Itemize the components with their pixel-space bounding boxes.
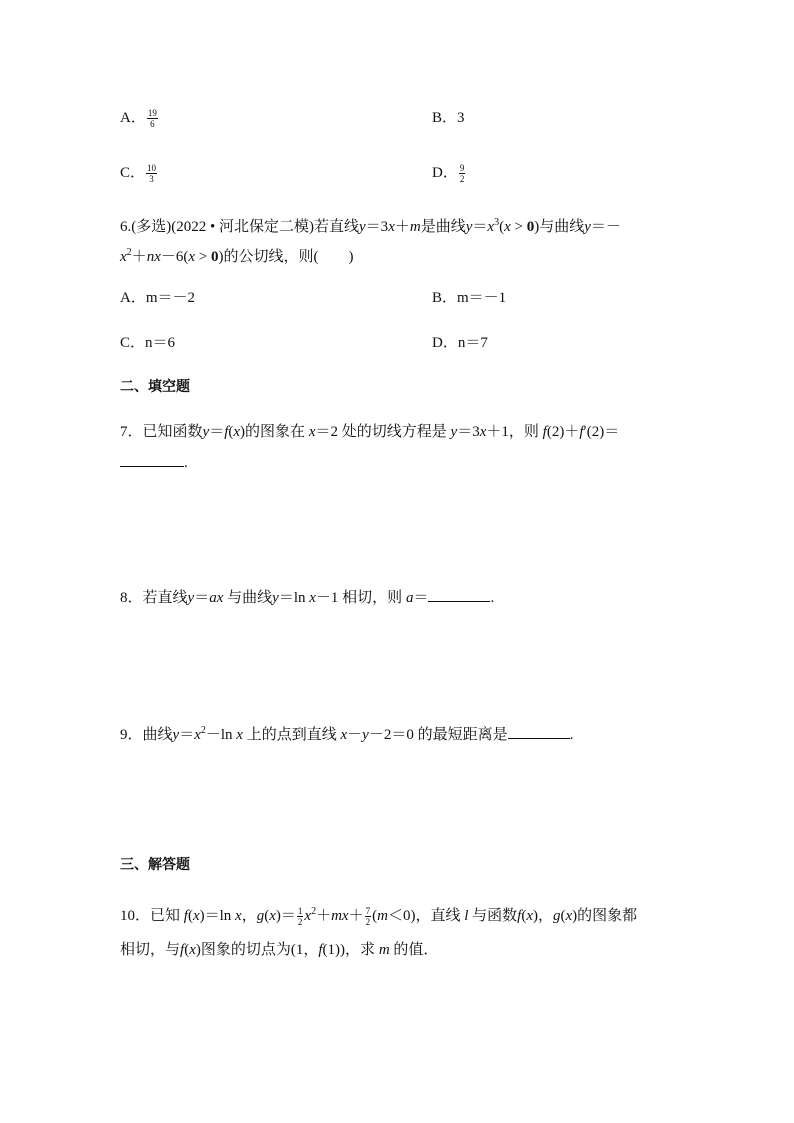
q8-stem: 8．若直线y＝ax 与曲线y＝ln x－1 相切，则 a＝ . — [120, 587, 494, 608]
q10-stem-line1: 10．已知 f(x)＝ln x，g(x)＝ $\frac{1}{2}$ $x^2+mx+$ $\frac{7}{2}$ (m＜0)，直线 l 与函数f(x)，g(x)的图象都 — [120, 906, 638, 928]
q5-option-b: B．3 — [432, 110, 465, 126]
fraction: $\frac{7}{2}$ — [365, 906, 371, 928]
answer-blank[interactable] — [508, 724, 570, 739]
q7-stem-line1: 7．已知函数y＝f(x)的图象在 x＝2 处的切线方程是 y＝3x＋1，则 f(2)＋f′(2)＝ — [120, 424, 620, 440]
q6-option-b: B．m＝－1 — [432, 290, 507, 306]
q10-stem-line2: 相切，与f(x)图象的切点为(1，f(1))，求 m 的值． — [120, 942, 439, 958]
q7-answer-line: . — [120, 452, 188, 473]
q5-option-d: D． $\frac{9}{2}$ — [432, 163, 465, 185]
q6-option-c: C．n＝6 — [120, 335, 176, 351]
fraction: $\frac{9}{2}$ — [459, 163, 465, 185]
q9-stem: 9．曲线$y=x^2-\ln$ x 上的点到直线 x－y－2＝0 的最短距离是 . — [120, 725, 574, 743]
answer-blank[interactable] — [428, 587, 490, 602]
q6-stem-line2: $x^2+nx-6(x > 0)$的公切线，则( ) — [120, 247, 354, 265]
fraction: $\frac{19}{6}$ — [147, 108, 157, 130]
q5-option-a: A． $\frac{19}{6}$ — [120, 108, 157, 130]
q6-stem-line1: 6.(多选)(2022 • 河北保定二模)若直线y＝3x＋m是曲线$y=x^3(x > 0)$与曲线y＝－ — [120, 217, 621, 235]
q5-option-c: C． $\frac{10}{3}$ — [120, 163, 157, 185]
q6-option-d: D．n＝7 — [432, 335, 488, 351]
section-heading-fill-in: 二、填空题 — [120, 379, 190, 395]
answer-blank[interactable] — [120, 452, 184, 467]
section-heading-solutions: 三、解答题 — [120, 857, 190, 873]
fraction: $\frac{1}{2}$ — [297, 906, 303, 928]
q6-option-a: A．m＝－2 — [120, 290, 196, 306]
fraction: $\frac{10}{3}$ — [147, 163, 157, 185]
